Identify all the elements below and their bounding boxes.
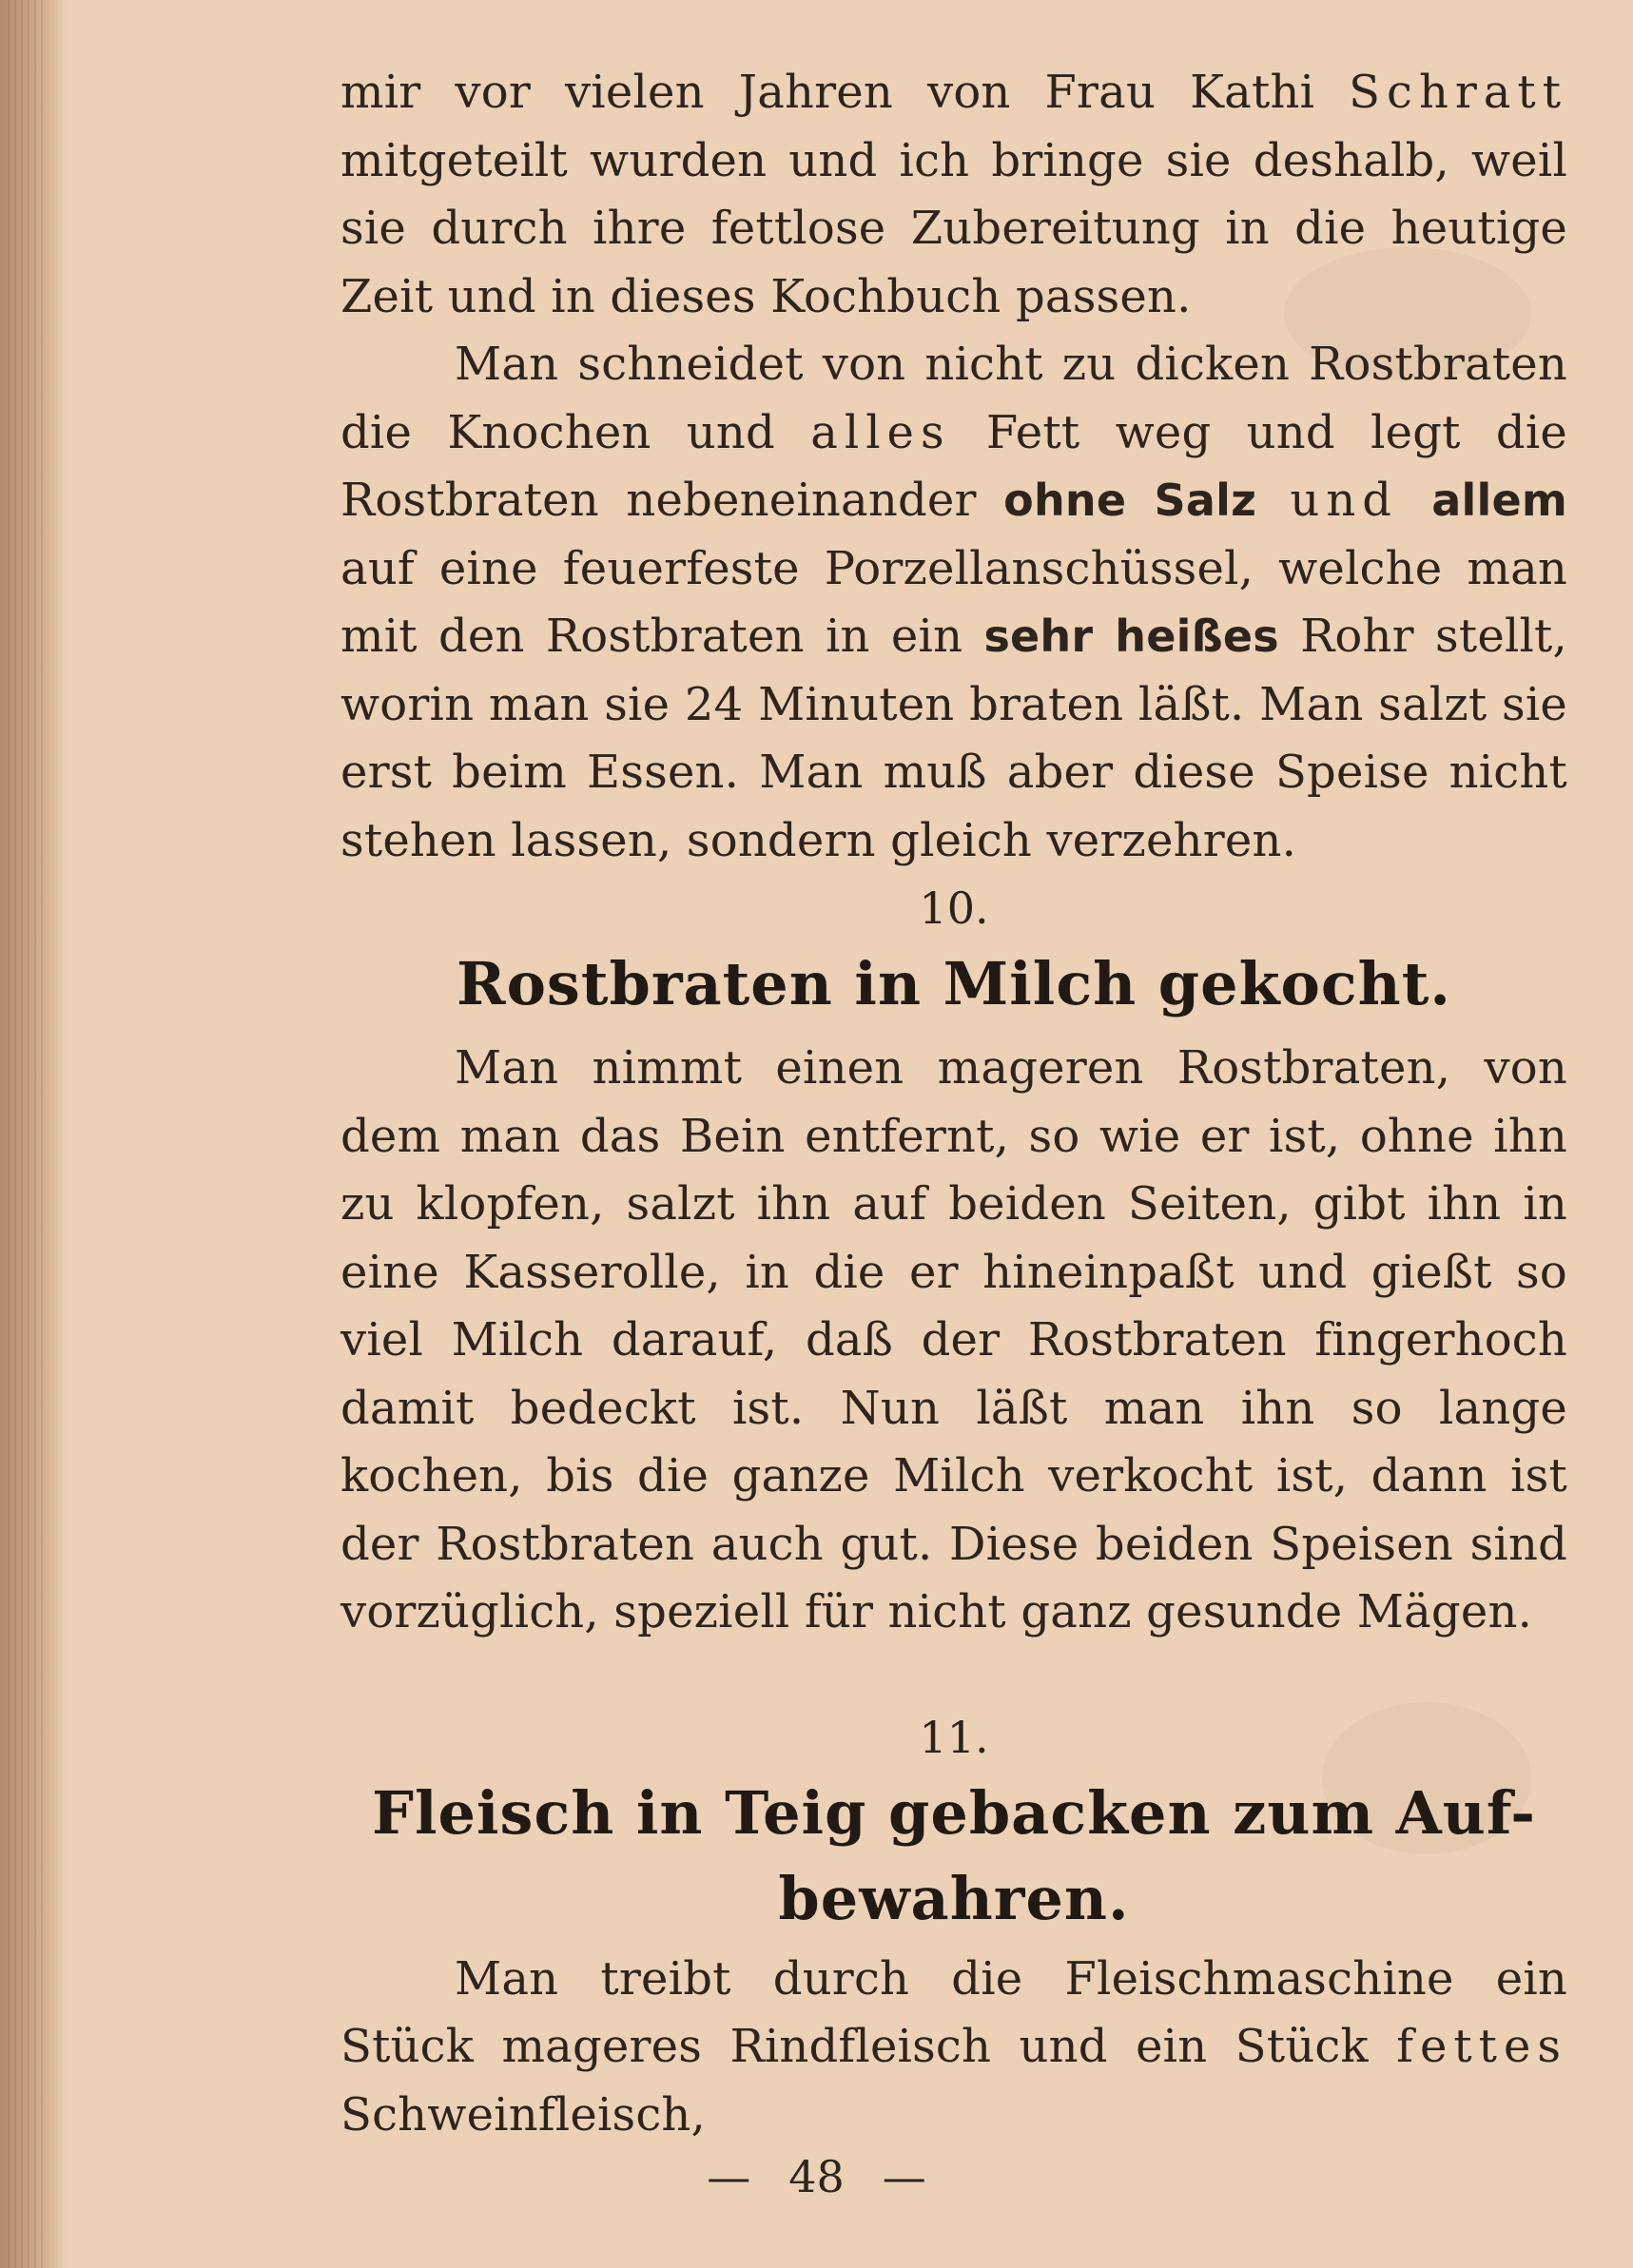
bold-phrase: allem — [1431, 475, 1568, 526]
text-run: Rohr stellt, worin man sie 24 Minuten braten läßt. Man salzt sie erst beim Essen. Man muß aber diese Speise nicht stehen lassen, sondern gleich verzehren. — [340, 610, 1567, 867]
paragraph-continued — [340, 59, 1567, 331]
recipe-text: Man nimmt einen mageren Rostbraten, von dem man das Bein entfernt, so wie er ist, ohne ihn zu klopfen, salzt ihn auf beiden Seiten, gibt ihn in eine Kasserolle, in die er hineinpaßt und gießt so viel Milch darauf, daß der Rostbraten fingerhoch damit bedeckt ist. Nun läßt man ihn so lange kochen, bis die ganze Milch verkocht ist, dann ist der Rostbraten auch gut. Diese beiden Speisen sind vorzüglich, speziell für nicht ganz gesunde Mägen. — [340, 1041, 1567, 1638]
bold-phrase: ohne Salz — [1003, 475, 1257, 526]
paragraph-roast-instructions — [340, 331, 1567, 875]
recipe-title-line-1: Fleisch in Teig gebacken zum Auf- — [371, 1777, 1537, 1848]
footer-dash: — — [707, 2151, 751, 2202]
text-run: Man treibt durch die Fleischmaschine ein Stück mageres Rindfleisch und ein Stück — [340, 1951, 1567, 2073]
bold-phrase: sehr heißes — [983, 611, 1279, 662]
page-footer — [0, 2151, 1633, 2202]
footer-dash: — — [882, 2151, 926, 2202]
text-run: Schweinfleisch, — [340, 2087, 706, 2142]
emphasized-word: fettes — [1396, 2020, 1567, 2073]
page-number: 48 — [788, 2151, 845, 2202]
text-run: mitgeteilt wurden und ich bringe sie deshalb, weil sie durch ihre fettlose Zubereitung in die heutige Zeit und in dieses Kochbuch passen. — [340, 133, 1567, 323]
recipe-title: Rostbraten in Milch gekocht. — [457, 949, 1451, 1018]
recipe-title-line-2: bewahren. — [778, 1863, 1130, 1933]
page-content — [340, 59, 1567, 2149]
text-run: mir vor vielen Jahren von Frau Kathi — [340, 66, 1350, 119]
emphasized-word: und — [1256, 474, 1432, 527]
emphasized-word: alles — [810, 405, 951, 459]
recipe-number: 10. — [919, 882, 989, 934]
text-run: Man schneidet von nicht zu dicken Rostbraten die Knochen und — [340, 338, 1567, 459]
emphasized-name: Schratt — [1349, 66, 1567, 119]
text-run: Fett weg und legt die Rostbraten nebeneinander — [340, 405, 1567, 527]
recipe-text — [340, 1946, 1567, 2150]
book-spine-texture — [8, 0, 46, 2268]
recipe-number: 11. — [919, 1711, 989, 1763]
text-run: auf eine feuerfeste Porzellanschüssel, welche man mit den Rostbraten in ein — [340, 541, 1567, 663]
